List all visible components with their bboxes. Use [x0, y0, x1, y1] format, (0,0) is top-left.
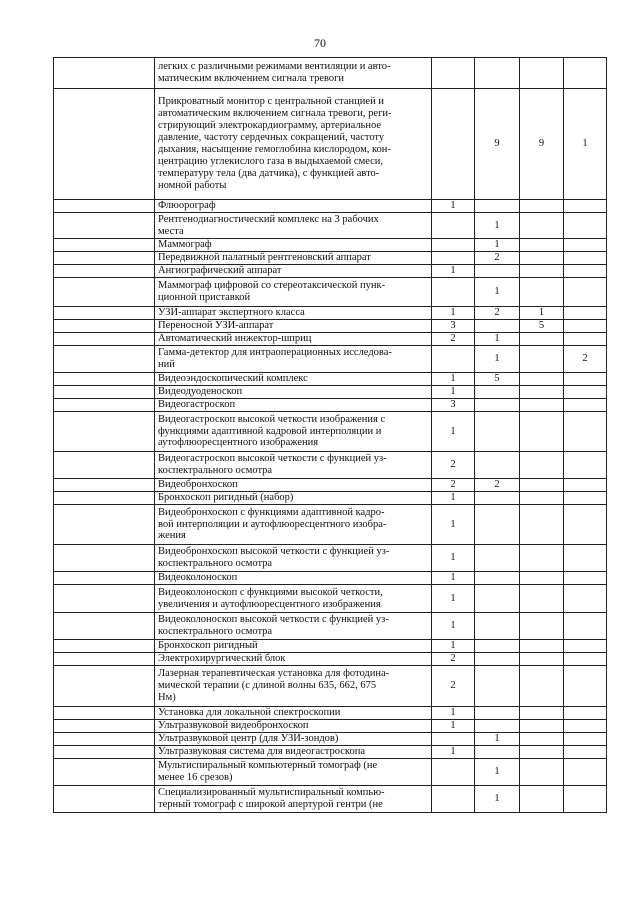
table-row: [54, 786, 607, 813]
quantity-cell-2: [475, 58, 520, 89]
section-cell: [54, 479, 155, 492]
quantity-cell-4: [564, 572, 607, 585]
quantity-cell-4: [564, 720, 607, 733]
quantity-cell-2: 2: [475, 307, 520, 320]
section-cell: [54, 545, 155, 572]
quantity-cell-4: [564, 200, 607, 213]
section-cell: [54, 452, 155, 479]
quantity-cell-1: 1: [432, 492, 475, 505]
quantity-cell-2: 5: [475, 373, 520, 386]
quantity-cell-1: 1: [432, 412, 475, 452]
quantity-cell-1: [432, 278, 475, 307]
quantity-cell-1: 1: [432, 386, 475, 399]
table-row: [54, 746, 607, 759]
equipment-name-cell: Видеогастроскоп высокой четкости изображения с функциями адаптивной кадровой интерполяции и аутофлюоресцентного изображения: [155, 412, 432, 452]
quantity-cell-3: [520, 666, 564, 707]
table-row: [54, 58, 607, 89]
table-row: [54, 720, 607, 733]
equipment-name-cell: Переносной УЗИ-аппарат: [155, 320, 432, 333]
quantity-cell-1: [432, 89, 475, 200]
equipment-name-cell: Видеоколоноскоп с функциями высокой четкости, увеличения и аутофлюоресцентного изображения: [155, 585, 432, 613]
quantity-cell-3: [520, 613, 564, 640]
section-cell: [54, 320, 155, 333]
quantity-cell-1: 1: [432, 707, 475, 720]
quantity-cell-4: [564, 399, 607, 412]
quantity-cell-4: [564, 320, 607, 333]
quantity-cell-4: [564, 666, 607, 707]
section-cell: [54, 89, 155, 200]
page-number: 70: [314, 36, 326, 50]
section-cell: [54, 759, 155, 786]
quantity-cell-3: [520, 746, 564, 759]
quantity-cell-2: [475, 666, 520, 707]
quantity-cell-2: [475, 320, 520, 333]
table-row: [54, 452, 607, 479]
quantity-cell-3: [520, 707, 564, 720]
quantity-cell-3: 1: [520, 307, 564, 320]
quantity-cell-4: [564, 412, 607, 452]
quantity-cell-2: 1: [475, 346, 520, 373]
quantity-cell-4: [564, 452, 607, 479]
table-row: [54, 89, 607, 200]
quantity-cell-3: [520, 585, 564, 613]
quantity-cell-2: [475, 545, 520, 572]
quantity-cell-1: [432, 213, 475, 239]
equipment-name-cell: Специализированный мультиспиральный компью- терный томограф с широкой апертурой гентри (не: [155, 786, 432, 813]
equipment-name-cell: Видеобронхоскоп с функциями адаптивной кадро- вой интерполяции и аутофлюоресцентного изобра- жения: [155, 505, 432, 545]
quantity-cell-3: [520, 412, 564, 452]
section-cell: [54, 492, 155, 505]
table-row: [54, 320, 607, 333]
table-row: [54, 239, 607, 252]
equipment-name-cell: Автоматический инжектор-шприц: [155, 333, 432, 346]
quantity-cell-4: 2: [564, 346, 607, 373]
quantity-cell-2: 2: [475, 479, 520, 492]
section-cell: [54, 613, 155, 640]
equipment-name-cell: УЗИ-аппарат экспертного класса: [155, 307, 432, 320]
section-cell: [54, 412, 155, 452]
equipment-name-cell: Установка для локальной спектроскопии: [155, 707, 432, 720]
table-row: [54, 613, 607, 640]
quantity-cell-2: [475, 399, 520, 412]
equipment-table: [53, 57, 607, 813]
quantity-cell-3: [520, 786, 564, 813]
section-cell: [54, 346, 155, 373]
quantity-cell-4: [564, 239, 607, 252]
section-cell: [54, 399, 155, 412]
quantity-cell-1: 3: [432, 320, 475, 333]
table-row: [54, 278, 607, 307]
equipment-table-body: [54, 58, 607, 813]
quantity-cell-3: [520, 572, 564, 585]
quantity-cell-2: [475, 720, 520, 733]
quantity-cell-2: [475, 492, 520, 505]
table-row: [54, 200, 607, 213]
equipment-name-cell: Видеоколоноскоп: [155, 572, 432, 585]
quantity-cell-4: [564, 505, 607, 545]
quantity-cell-3: [520, 58, 564, 89]
table-row: [54, 733, 607, 746]
table-row: [54, 759, 607, 786]
quantity-cell-1: 1: [432, 373, 475, 386]
quantity-cell-3: [520, 200, 564, 213]
quantity-cell-3: [520, 759, 564, 786]
quantity-cell-3: [520, 333, 564, 346]
quantity-cell-3: [520, 720, 564, 733]
table-row: [54, 373, 607, 386]
table-row: [54, 492, 607, 505]
table-row: [54, 585, 607, 613]
table-row: [54, 346, 607, 373]
quantity-cell-4: [564, 373, 607, 386]
quantity-cell-1: [432, 58, 475, 89]
table-row: [54, 307, 607, 320]
table-row: [54, 252, 607, 265]
quantity-cell-4: [564, 585, 607, 613]
quantity-cell-1: 2: [432, 666, 475, 707]
equipment-name-cell: Бронхоскоп ригидный (набор): [155, 492, 432, 505]
quantity-cell-1: [432, 252, 475, 265]
quantity-cell-1: 1: [432, 585, 475, 613]
table-row: [54, 265, 607, 278]
quantity-cell-4: [564, 265, 607, 278]
quantity-cell-2: [475, 452, 520, 479]
quantity-cell-2: [475, 412, 520, 452]
quantity-cell-2: 1: [475, 213, 520, 239]
section-cell: [54, 373, 155, 386]
quantity-cell-3: [520, 452, 564, 479]
table-row: [54, 505, 607, 545]
quantity-cell-1: 2: [432, 653, 475, 666]
quantity-cell-1: [432, 239, 475, 252]
quantity-cell-3: [520, 213, 564, 239]
equipment-name-cell: Маммограф: [155, 239, 432, 252]
quantity-cell-1: 3: [432, 399, 475, 412]
equipment-name-cell: Видеобронхоскоп: [155, 479, 432, 492]
quantity-cell-4: [564, 492, 607, 505]
equipment-name-cell: Электрохирургический блок: [155, 653, 432, 666]
quantity-cell-4: [564, 733, 607, 746]
quantity-cell-4: [564, 640, 607, 653]
section-cell: [54, 239, 155, 252]
quantity-cell-2: 1: [475, 239, 520, 252]
quantity-cell-1: 1: [432, 307, 475, 320]
equipment-name-cell: Видеогастроскоп: [155, 399, 432, 412]
section-cell: [54, 333, 155, 346]
section-cell: [54, 720, 155, 733]
quantity-cell-2: 2: [475, 252, 520, 265]
quantity-cell-2: 1: [475, 733, 520, 746]
quantity-cell-3: [520, 640, 564, 653]
quantity-cell-4: [564, 707, 607, 720]
quantity-cell-3: [520, 278, 564, 307]
equipment-name-cell: Видеоколоноскоп высокой четкости с функцией уз- коспектрального осмотра: [155, 613, 432, 640]
section-cell: [54, 653, 155, 666]
quantity-cell-1: 1: [432, 746, 475, 759]
quantity-cell-3: [520, 265, 564, 278]
quantity-cell-2: [475, 585, 520, 613]
table-row: [54, 640, 607, 653]
quantity-cell-2: 1: [475, 333, 520, 346]
equipment-name-cell: Маммограф цифровой со стереотаксической пунк- ционной приставкой: [155, 278, 432, 307]
quantity-cell-2: 1: [475, 278, 520, 307]
section-cell: [54, 786, 155, 813]
table-row: [54, 386, 607, 399]
quantity-cell-1: 1: [432, 200, 475, 213]
section-cell: [54, 307, 155, 320]
quantity-cell-3: [520, 252, 564, 265]
quantity-cell-2: [475, 505, 520, 545]
section-cell: [54, 265, 155, 278]
quantity-cell-1: 2: [432, 333, 475, 346]
table-row: [54, 479, 607, 492]
equipment-name-cell: Прикроватный монитор с центральной станцией и автоматическим включением сигнала тревоги, реги- стрирующий электрокардиограмму, артериальное давление, частоту сердечных сокращений, частоту дыхания, насыщение гемоглобина кислородом, кон- центрацию углекислого газа в выдыхаемой смеси, температуру тела (два датчика), с функцией авто- номной работы: [155, 89, 432, 200]
quantity-cell-3: [520, 505, 564, 545]
quantity-cell-4: [564, 252, 607, 265]
quantity-cell-2: 1: [475, 759, 520, 786]
table-row: [54, 666, 607, 707]
equipment-name-cell: Мультиспиральный компьютерный томограф (не менее 16 срезов): [155, 759, 432, 786]
quantity-cell-2: [475, 707, 520, 720]
quantity-cell-2: [475, 640, 520, 653]
quantity-cell-4: [564, 333, 607, 346]
quantity-cell-2: [475, 572, 520, 585]
quantity-cell-4: [564, 786, 607, 813]
table-row: [54, 572, 607, 585]
quantity-cell-2: [475, 265, 520, 278]
equipment-name-cell: Ангиографический аппарат: [155, 265, 432, 278]
quantity-cell-1: 1: [432, 613, 475, 640]
quantity-cell-2: 9: [475, 89, 520, 200]
quantity-cell-1: 1: [432, 720, 475, 733]
quantity-cell-2: [475, 613, 520, 640]
table-row: [54, 707, 607, 720]
table-row: [54, 399, 607, 412]
quantity-cell-1: 2: [432, 452, 475, 479]
quantity-cell-4: [564, 653, 607, 666]
quantity-cell-4: [564, 746, 607, 759]
quantity-cell-4: [564, 545, 607, 572]
quantity-cell-3: [520, 653, 564, 666]
quantity-cell-4: [564, 613, 607, 640]
quantity-cell-3: [520, 479, 564, 492]
quantity-cell-1: 2: [432, 479, 475, 492]
equipment-name-cell: Видеобронхоскоп высокой четкости с функцией уз- коспектрального осмотра: [155, 545, 432, 572]
quantity-cell-1: 1: [432, 545, 475, 572]
section-cell: [54, 200, 155, 213]
quantity-cell-3: [520, 399, 564, 412]
quantity-cell-2: 1: [475, 786, 520, 813]
section-cell: [54, 213, 155, 239]
quantity-cell-1: [432, 346, 475, 373]
quantity-cell-4: 1: [564, 89, 607, 200]
equipment-name-cell: Ультразвуковая система для видеогастроскопа: [155, 746, 432, 759]
section-cell: [54, 733, 155, 746]
equipment-name-cell: Бронхоскоп ригидный: [155, 640, 432, 653]
quantity-cell-3: 9: [520, 89, 564, 200]
equipment-name-cell: Видеоэндоскопический комплекс: [155, 373, 432, 386]
equipment-name-cell: Ультразвуковой видеобронхоскоп: [155, 720, 432, 733]
section-cell: [54, 386, 155, 399]
section-cell: [54, 746, 155, 759]
table-row: [54, 333, 607, 346]
quantity-cell-2: [475, 200, 520, 213]
quantity-cell-1: [432, 786, 475, 813]
section-cell: [54, 640, 155, 653]
quantity-cell-2: [475, 386, 520, 399]
quantity-cell-3: [520, 733, 564, 746]
quantity-cell-1: 1: [432, 640, 475, 653]
equipment-name-cell: Флюорограф: [155, 200, 432, 213]
quantity-cell-4: [564, 386, 607, 399]
quantity-cell-1: [432, 733, 475, 746]
table-row: [54, 213, 607, 239]
quantity-cell-1: 1: [432, 505, 475, 545]
equipment-name-cell: Видеодуоденоскоп: [155, 386, 432, 399]
quantity-cell-1: 1: [432, 265, 475, 278]
section-cell: [54, 666, 155, 707]
table-row: [54, 412, 607, 452]
quantity-cell-3: [520, 346, 564, 373]
equipment-name-cell: легких с различными режимами вентиляции и авто- матическим включением сигнала тревоги: [155, 58, 432, 89]
quantity-cell-4: [564, 479, 607, 492]
equipment-name-cell: Видеогастроскоп высокой четкости с функцией уз- коспектрального осмотра: [155, 452, 432, 479]
table-row: [54, 545, 607, 572]
quantity-cell-3: 5: [520, 320, 564, 333]
quantity-cell-2: [475, 746, 520, 759]
quantity-cell-3: [520, 373, 564, 386]
quantity-cell-4: [564, 213, 607, 239]
quantity-cell-3: [520, 386, 564, 399]
section-cell: [54, 58, 155, 89]
section-cell: [54, 585, 155, 613]
quantity-cell-2: [475, 653, 520, 666]
quantity-cell-1: 1: [432, 572, 475, 585]
quantity-cell-4: [564, 759, 607, 786]
section-cell: [54, 505, 155, 545]
section-cell: [54, 572, 155, 585]
equipment-name-cell: Ультразвуковой центр (для УЗИ-зондов): [155, 733, 432, 746]
equipment-name-cell: Лазерная терапевтическая установка для фотодина- мической терапии (с длиной волны 635, 662, 675 Нм): [155, 666, 432, 707]
quantity-cell-1: [432, 759, 475, 786]
equipment-name-cell: Гамма-детектор для интраоперационных исследова- ний: [155, 346, 432, 373]
quantity-cell-4: [564, 307, 607, 320]
quantity-cell-4: [564, 278, 607, 307]
table-row: [54, 653, 607, 666]
equipment-name-cell: Рентгенодиагностический комплекс на 3 рабочих места: [155, 213, 432, 239]
quantity-cell-4: [564, 58, 607, 89]
section-cell: [54, 252, 155, 265]
section-cell: [54, 278, 155, 307]
quantity-cell-3: [520, 545, 564, 572]
quantity-cell-3: [520, 239, 564, 252]
section-cell: [54, 707, 155, 720]
quantity-cell-3: [520, 492, 564, 505]
equipment-name-cell: Передвижной палатный рентгеновский аппарат: [155, 252, 432, 265]
